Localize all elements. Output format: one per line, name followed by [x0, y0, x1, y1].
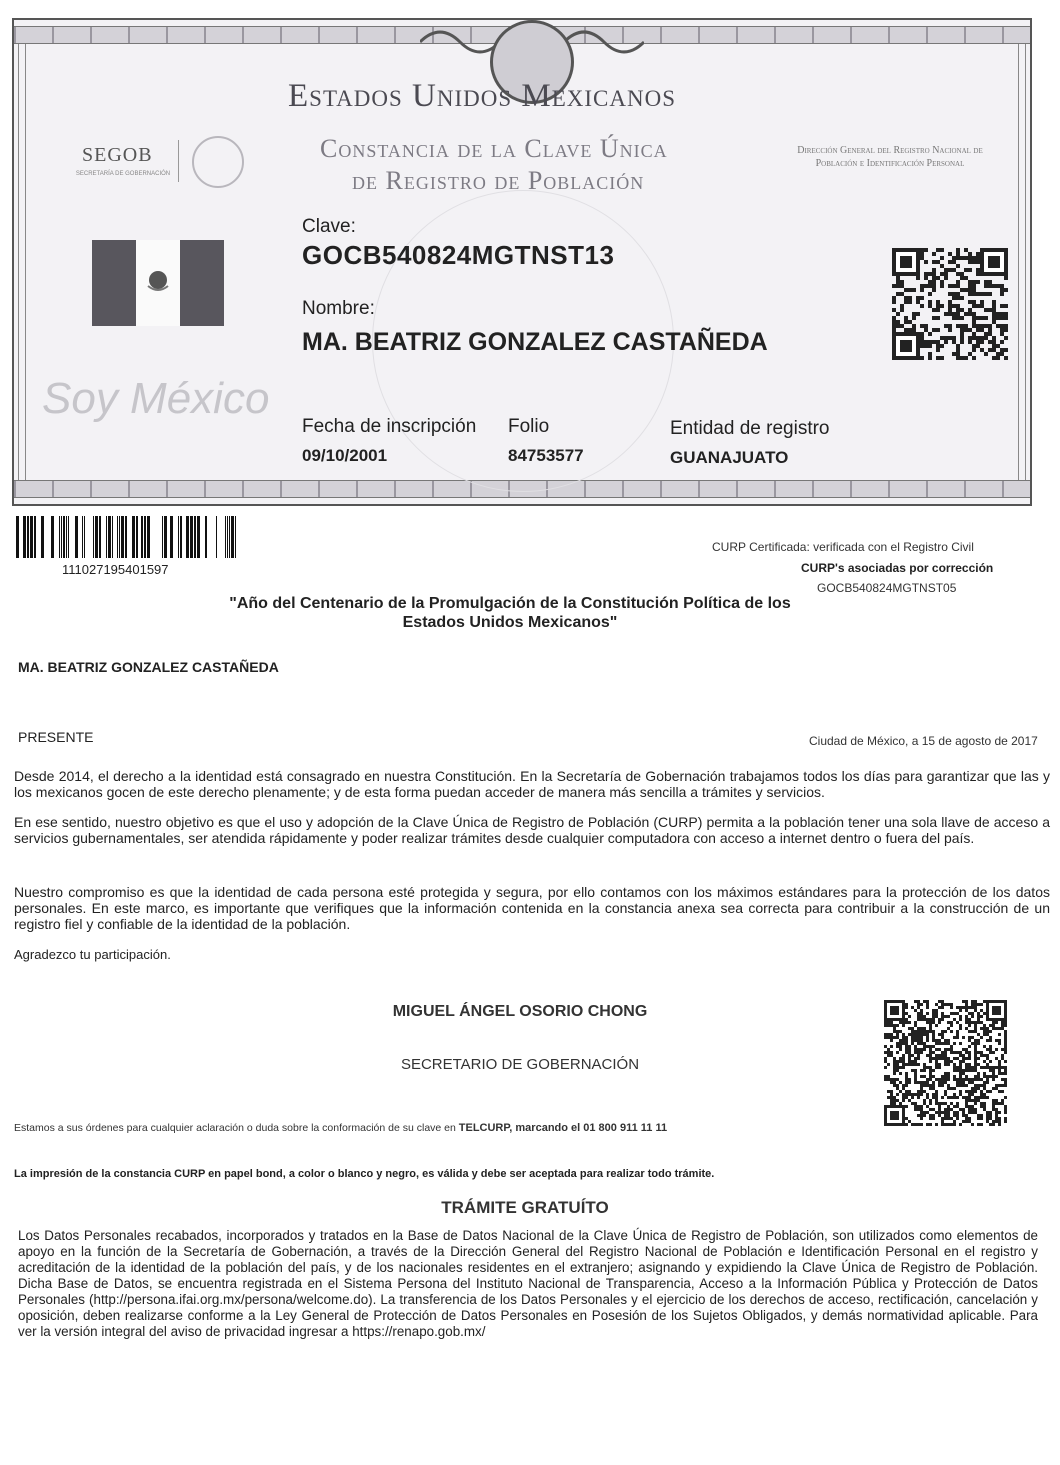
letter-paragraph-2: En ese sentido, nuestro objetivo es que el uso y adopción de la Clave Única de Registro de Población (CURP) permita a la población tener una sola llave de acceso a servicios gubernamentales, ser atendida rápidamente y poder realizar trámites desde cualquier computadora con acceso a internet dentro o fuera del país. — [14, 814, 1050, 846]
contact-text: Estamos a sus órdenes para cualquier aclaración o duda sobre la conformación de su clave en — [14, 1122, 459, 1134]
letter-thanks: Agradezco tu participación. — [14, 947, 171, 962]
fecha-inscripcion-value: 09/10/2001 — [302, 446, 388, 465]
barcode-icon — [14, 516, 236, 558]
curp-certified-text: CURP Certificada: verificada con el Registro Civil — [712, 540, 974, 554]
segob-logo: SEGOB — [82, 144, 153, 166]
letter-paragraph-1: Desde 2014, el derecho a la identidad está consagrado en nuestra Constitución. En la Secretaría de Gobernación trabajamos todos los días para garantizar que las y los mexicanos gocen de este derecho plenamente; y de esta forma puedan acceder de manera más sencilla a trámites y servicios. — [14, 768, 1050, 800]
nombre-label: Nombre: — [302, 298, 375, 319]
clave-value: GOCB540824MGTNST13 — [302, 240, 615, 270]
letter-paragraph-3: Nuestro compromiso es que la identidad de cada persona esté protegida y segura, por ello contamos con los máximos estándares para la protección de los datos personales. En este marco, es importante que verifiques que la información contenida en la constancia anexa sea correcta para contribuir a la construcción de un registro fiel y confiable de la identidad de la población. — [14, 884, 1050, 932]
letter-addressee: MA. BEATRIZ GONZALEZ CASTAÑEDA — [18, 659, 279, 675]
header-country: Estados Unidos Mexicanos — [288, 78, 677, 114]
segob-divider — [178, 140, 179, 182]
flag-left-stripe — [92, 240, 136, 326]
segob-logo-subtitle: SECRETARÍA DE GOBERNACIÓN — [75, 171, 171, 177]
contact-telcurp: TELCURP, marcando el 01 800 911 11 11 — [458, 1122, 668, 1134]
validity-notice: La impresión de la constancia CURP en papel bond, a color o blanco y negro, es válida y debe ser aceptada para realizar todo trámite. — [14, 1168, 715, 1180]
flag-right-stripe — [180, 240, 224, 326]
right-border — [1018, 44, 1026, 480]
letter-date: Ciudad de México, a 15 de agosto de 2017 — [809, 734, 1038, 748]
year-motto: "Año del Centenario de la Promulgación de la Constitución Política de los Estados Unidos Mexicanos" — [229, 595, 791, 631]
header-title-line2: de Registro de Población — [352, 166, 645, 195]
flag-emblem-icon — [144, 266, 172, 294]
curp-associated-value: GOCB540824MGTNST05 — [817, 581, 957, 595]
fecha-inscripcion-label: Fecha de inscripción — [302, 416, 477, 437]
header-title-line1: Constancia de la Clave Única — [320, 134, 668, 163]
tramite-gratuito: TRÁMITE GRATUÍTO — [441, 1198, 609, 1217]
folio-label: Folio — [508, 416, 550, 437]
privacy-notice: Los Datos Personales recabados, incorporados y tratados en la Base de Datos Nacional de la Clave Única de Registro de Población, son utilizados como elementos de apoyo en la función de la Secretaría de Gobernación, a través de la Dirección General del Registro Nacional de Población e Identificación Personal en el registro y acreditación de la identidad de la población del país, y de los nacionales residentes en el extranjero; asignando y expidiendo la Clave Única de Registro de Población. Dicha Base de Datos, se encuentra registrada en el Sistema Persona del Instituto Nacional de Transparencia, Acceso a la Información Pública y Protección de Datos Personales (http://persona.ifai.org.mx/persona/welcome.do). La transferencia de los Datos Personales y el ejercicio de los derechos de acceso, rectificación, cancelación y oposición, deben realizarse conforme a la Ley General de Protección de Datos Personales en Posesión de los Sujetos Obligados, y demás normatividad aplicable. Para ver la versión integral del aviso de privacidad ingresar a https://renapo.gob.mx/ — [18, 1228, 1038, 1339]
entidad-label: Entidad de registro — [670, 418, 830, 439]
segob-seal-icon — [192, 136, 244, 188]
barcode-number: 111027195401597 — [62, 562, 169, 577]
nombre-value: MA. BEATRIZ GONZALEZ CASTAÑEDA — [302, 328, 768, 356]
contact-line — [14, 1122, 667, 1134]
clave-label: Clave: — [302, 216, 356, 237]
qr-code-secondary-icon — [884, 1000, 1008, 1126]
qr-code-icon — [892, 248, 1008, 362]
signer-name: MIGUEL ÁNGEL OSORIO CHONG — [392, 1003, 648, 1020]
entidad-value: GUANAJUATO — [670, 448, 789, 467]
agency-right-text: Dirección General del Registro Nacional de Población e Identificación Personal — [797, 145, 983, 169]
signer-title: SECRETARIO DE GOBERNACIÓN — [400, 1056, 640, 1073]
letter-presente: PRESENTE — [18, 729, 94, 745]
left-border — [18, 44, 26, 480]
folio-value: 84753577 — [508, 446, 584, 465]
curp-associated-label: CURP's asociadas por corrección — [801, 561, 994, 575]
soy-mexico-slogan: Soy México — [42, 374, 270, 423]
